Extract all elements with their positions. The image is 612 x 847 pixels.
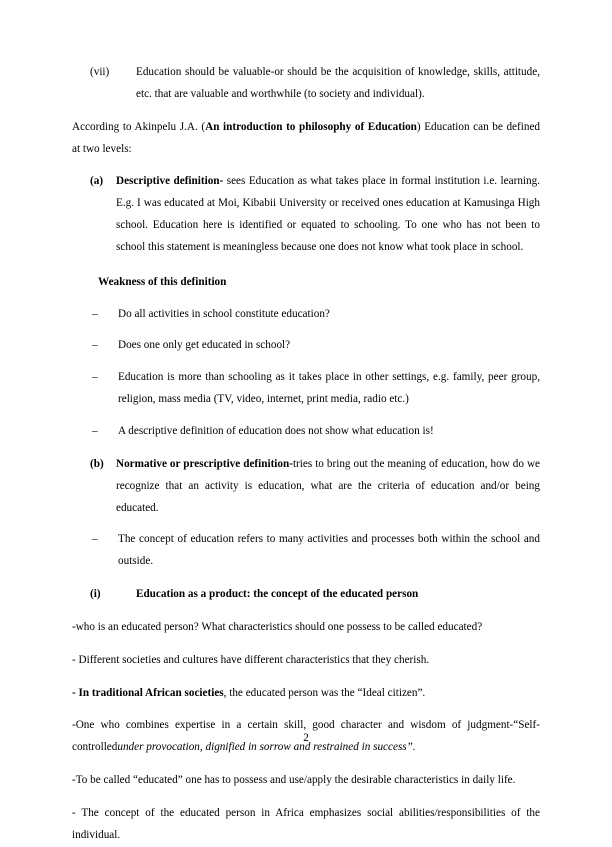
list-item-dash-2	[92, 335, 540, 357]
list-item-text: Does one only get educated in school?	[118, 339, 291, 352]
list-item-text: Education is more than schooling as it takes place in other settings, e.g. family, peer group, religion, mass media (TV, video, internet, print media, radio etc.)	[118, 371, 540, 406]
paragraph-to-be-called-educated: -To be called “educated” one has to possess and use/apply the desirable characteristics in daily life.	[72, 774, 516, 787]
definition-body: tries to bring out the meaning of education, how do we recognize that an activity is education, what are the criteria of education and/or being educated.	[116, 457, 540, 514]
quote-italic: under provocation, dignified in sorrow and restrained in success”.	[117, 741, 416, 754]
paragraph-akinpelu	[72, 117, 540, 161]
list-item-dash-5	[92, 529, 540, 573]
paragraph-concept-africa: - The concept of the educated person in Africa emphasizes social abilities/responsibilities of the individual.	[72, 806, 540, 841]
page-number: 2	[303, 732, 309, 744]
paragraph-societies-cultures: - Different societies and cultures have different characteristics that they cherish.	[72, 653, 430, 666]
dash-marker: –	[92, 339, 98, 352]
dash-marker: –	[92, 371, 98, 384]
list-item-dash-1	[92, 304, 540, 326]
paragraph-tail: , the educated person was the “Ideal citizen”.	[223, 686, 426, 699]
dash-marker: –	[92, 533, 98, 546]
paragraph-lead: -One who combines expertise in a certain skill, good character and wisdom of judgment-“Self-controlled	[72, 719, 540, 754]
paragraph-text-after: ) Education can be defined at two levels:	[72, 120, 541, 155]
lead-bold-traditional-african: - In traditional African societies	[72, 686, 224, 699]
heading-education-as-product	[90, 584, 540, 606]
paragraph-educated-person-question: -who is an educated person? What characteristics should one possess to be called educated?	[72, 620, 483, 633]
list-marker: (b)	[90, 457, 104, 470]
term-descriptive-definition: Descriptive definition-	[116, 175, 224, 188]
document-body	[72, 62, 540, 847]
paragraph-text-before: According to Akinpelu J.A. (	[72, 120, 206, 133]
list-item-text	[116, 454, 540, 520]
list-item-b	[90, 454, 540, 520]
list-marker: (vii)	[90, 66, 110, 78]
list-item-text: The concept of education refers to many activities and processes both within the school and outside.	[118, 533, 540, 568]
definition-body: sees Education as what takes place in formal institution i.e. learning. E.g. I was educated at Moi, Kibabii University or received ones education at Kamusinga High school. Education here is identified or equated to schooling. To one who has not been to school this statement is meaningless because one does not know what took place in school.	[116, 175, 541, 253]
dash-marker: –	[92, 307, 98, 320]
list-item-text: Do all activities in school constitute education?	[118, 307, 330, 320]
list-item-text: Education should be valuable-or should be the acquisition of knowledge, skills, attitude, etc. that are valuable and worthwhile (to society and individual).	[136, 66, 540, 100]
list-item-text: A descriptive definition of education does not show what education is!	[118, 424, 434, 437]
list-marker: (i)	[90, 588, 101, 601]
book-title: An introduction to philosophy of Education	[205, 120, 417, 133]
paragraph-traditional-african	[72, 683, 540, 705]
list-item-roman-vii	[90, 62, 540, 106]
dash-marker: –	[92, 424, 98, 437]
list-item-text	[116, 171, 540, 258]
sub-heading-weakness: Weakness of this definition	[98, 275, 227, 288]
list-item-dash-3	[92, 367, 540, 411]
list-marker: (a)	[90, 175, 104, 188]
list-item-dash-4	[92, 421, 540, 443]
list-item-a	[90, 171, 540, 258]
heading-text: Education as a product: the concept of the educated person	[136, 588, 419, 601]
term-normative-definition: Normative or prescriptive definition-	[116, 457, 293, 470]
